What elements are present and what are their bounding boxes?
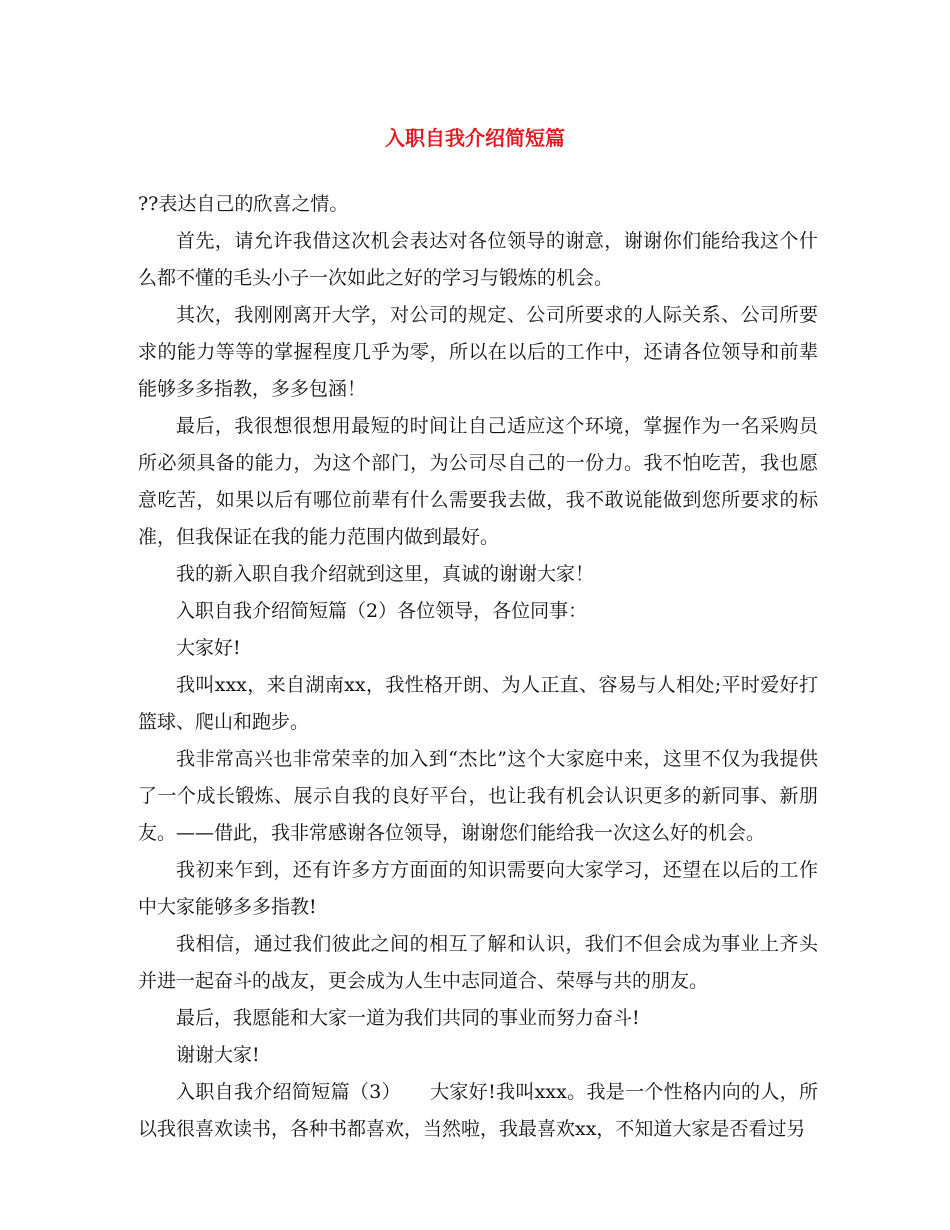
paragraph: 我非常高兴也非常荣幸的加入到“杰比”这个大家庭中来，这里不仅为我提供了一个成长锻炼、展示自我的良好平台，也让我有机会认识更多的新同事、新朋友。——借此，我非常感谢各位领导，谢谢您们能给我一次这么好的机会。 <box>138 748 818 844</box>
paragraph: 我初来乍到，还有许多方方面面的知识需要向大家学习，还望在以后的工作中大家能够多多指教! <box>138 859 818 918</box>
paragraph: 我相信，通过我们彼此之间的相互了解和认识，我们不但会成为事业上齐头并进一起奋斗的战友，更会成为人生中志同道合、荣辱与共的朋友。 <box>138 933 818 992</box>
paragraph: 大家好! <box>176 637 241 659</box>
paragraph: 最后，我很想很想用最短的时间让自己适应这个环境，掌握作为一名采购员所必须具备的能力，为这个部门，为公司尽自己的一份力。我不怕吃苦，我也愿意吃苦，如果以后有哪位前辈有什么需要我去做，我不敢说能做到您所要求的标准，但我保证在我的能力范围内做到最好。 <box>138 415 818 548</box>
paragraph: 其次，我刚刚离开大学，对公司的规定、公司所要求的人际关系、公司所要求的能力等等的掌握程度几乎为零，所以在以后的工作中，还请各位领导和前辈能够多多指教，多多包涵！ <box>138 304 818 400</box>
paragraph: 我的新入职自我介绍就到这里，真诚的谢谢大家！ <box>176 563 595 585</box>
paragraph: 入职自我介绍简短篇（3） 大家好!我叫xxx。我是一个性格内向的人，所以我很喜欢读书，各种书都喜欢，当然啦，我最喜欢xx，不知道大家是否看过另 <box>138 1081 818 1140</box>
document-body <box>138 186 818 1148</box>
document-title: 入职自我介绍简短篇 <box>385 126 565 150</box>
paragraph: ??表达自己的欣喜之情。 <box>138 193 349 215</box>
paragraph: 首先，请允许我借这次机会表达对各位领导的谢意，谢谢你们能给我这个什么都不懂的毛头小子一次如此之好的学习与锻炼的机会。 <box>138 230 818 289</box>
paragraph: 我叫xxx，来自湖南xx，我性格开朗、为人正直、容易与人相处;平时爱好打篮球、爬山和跑步。 <box>138 674 818 733</box>
paragraph: 谢谢大家! <box>176 1044 260 1066</box>
paragraph: 最后，我愿能和大家一道为我们共同的事业而努力奋斗! <box>176 1007 640 1029</box>
paragraph: 入职自我介绍简短篇（2）各位领导，各位同事： <box>176 600 588 622</box>
